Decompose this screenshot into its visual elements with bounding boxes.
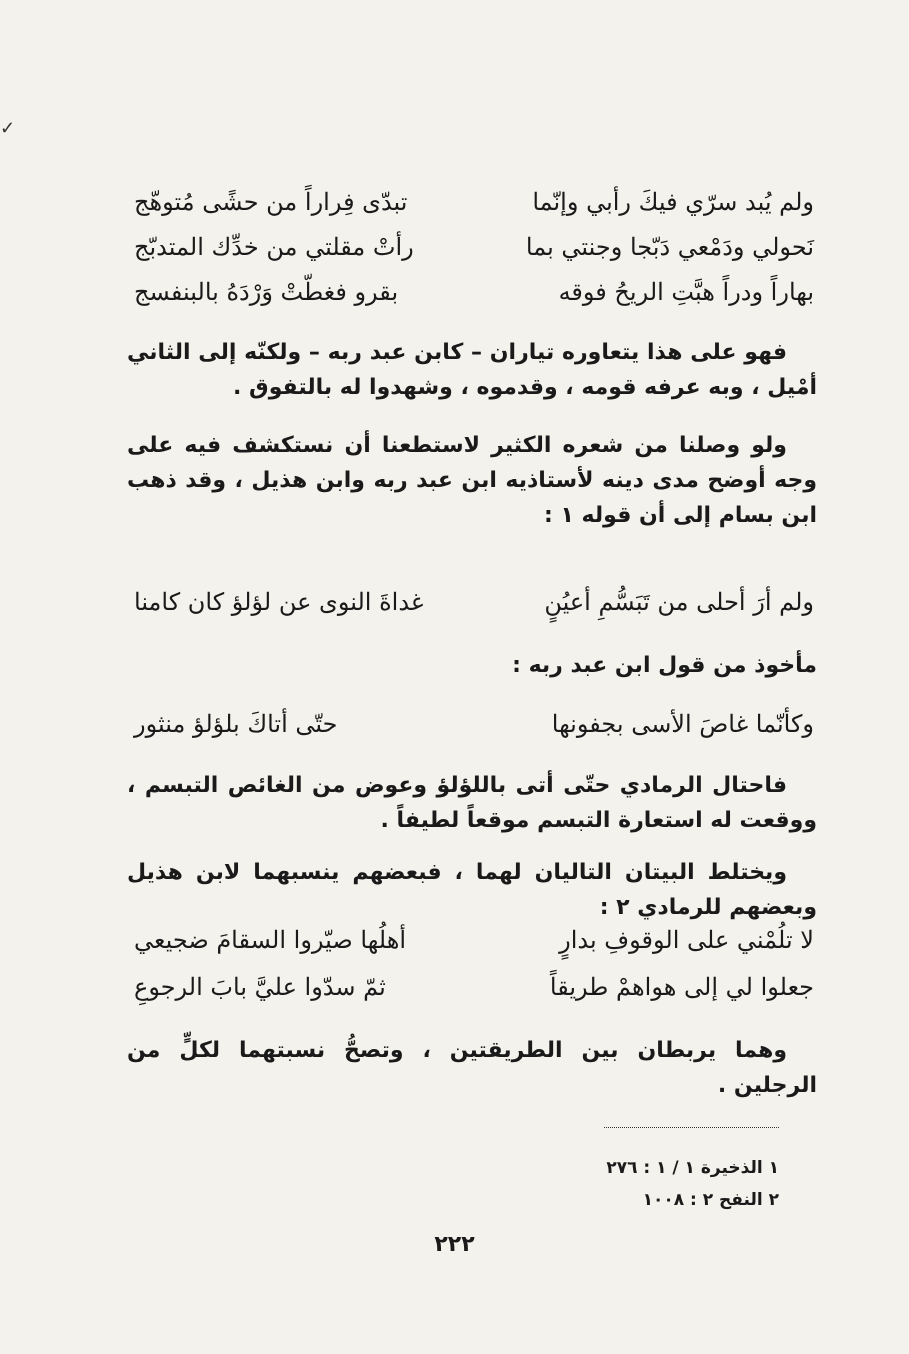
margin-mark: ✓ xyxy=(0,118,16,139)
paragraph: ولو وصلنا من شعره الكثير لاستطعنا أن نستكشف فيه على وجه أوضح مدى دينه لأستاذيه ابن عبد ربه وابن هذيل ، وقد ذهب ابن بسام إلى أن قوله ١ : xyxy=(127,433,817,529)
verse-first-hemistich: جعلوا لي إلى هواهمْ طريقاً xyxy=(549,973,814,1001)
verse-second-hemistich: رأتْ مقلتي من خدِّك المتدبّج xyxy=(134,233,414,261)
verse-line xyxy=(134,280,814,304)
verse-second-hemistich: تبدّى فِراراً من حشًى مُتوهّج xyxy=(134,188,408,216)
verse-second-hemistich: حتّى أتاكَ بلؤلؤ منثور xyxy=(134,710,338,738)
paragraph: ويختلط البيتان التاليان لهما ، فبعضهم ينسبهما لابن هذيل وبعضهم للرمادي ٢ : xyxy=(127,860,817,921)
paragraph: فهو على هذا يتعاوره تياران – كابن عبد ربه – ولكنّه إلى الثاني أمْيل ، وبه عرفه قومه ، وقدموه ، وشهدوا له بالتفوق . xyxy=(127,340,817,401)
verse-first-hemistich: وكأنّما غاصَ الأسى بجفونها xyxy=(551,710,814,738)
verse-second-hemistich: غداةَ النوى عن لؤلؤ كان كامنا xyxy=(134,588,424,616)
verse-first-hemistich: بهاراً ودراً هبَّتِ الريحُ فوقه xyxy=(558,278,814,306)
verse-first-hemistich: لا تلُمْني على الوقوفِ بدارٍ xyxy=(559,926,814,954)
verse-second-hemistich: بقرو فغطّتْ وَرْدَهُ بالبنفسج xyxy=(134,278,399,306)
verse-first-hemistich: نَحولي ودَمْعي دَبّجا وجنتي بما xyxy=(525,233,814,261)
paragraph: فاحتال الرمادي حتّى أتى باللؤلؤ وعوض من الغائص التبسم ، ووقعت له استعارة التبسم موقعاً لطيفاً . xyxy=(127,773,817,834)
footnote: ١ الذخيرة ١ / ١ : ٢٧٦ xyxy=(606,1158,779,1178)
verse-first-hemistich: ولم يُبد سرّي فيكَ رأبي وإنّما xyxy=(532,188,814,216)
verse-second-hemistich: أهلُها صيّروا السقامَ ضجيعي xyxy=(134,926,407,954)
paragraph: مأخوذ من قول ابن عبد ربه : xyxy=(512,653,817,678)
verse-second-hemistich: ثمّ سدّوا عليَّ بابَ الرجوعِ xyxy=(134,973,386,1001)
paragraph: وهما يربطان بين الطريقتين ، وتصحُّ نسبتهما لكلٍّ من الرجلين . xyxy=(127,1038,817,1099)
verse-line xyxy=(134,190,814,214)
verse-first-hemistich: ولم أرَ أحلى من تَبَسُّمِ أعيُنٍ xyxy=(544,588,814,616)
verse-line xyxy=(134,928,814,952)
verse-line xyxy=(134,590,814,614)
verse-line xyxy=(134,975,814,999)
page-number: ٢٢٢ xyxy=(434,1232,475,1257)
verse-line xyxy=(134,235,814,259)
footnote: ٢ النفح ٢ : ١٠٠٨ xyxy=(642,1190,779,1210)
footnote-divider xyxy=(604,1127,779,1128)
verse-line xyxy=(134,712,814,736)
